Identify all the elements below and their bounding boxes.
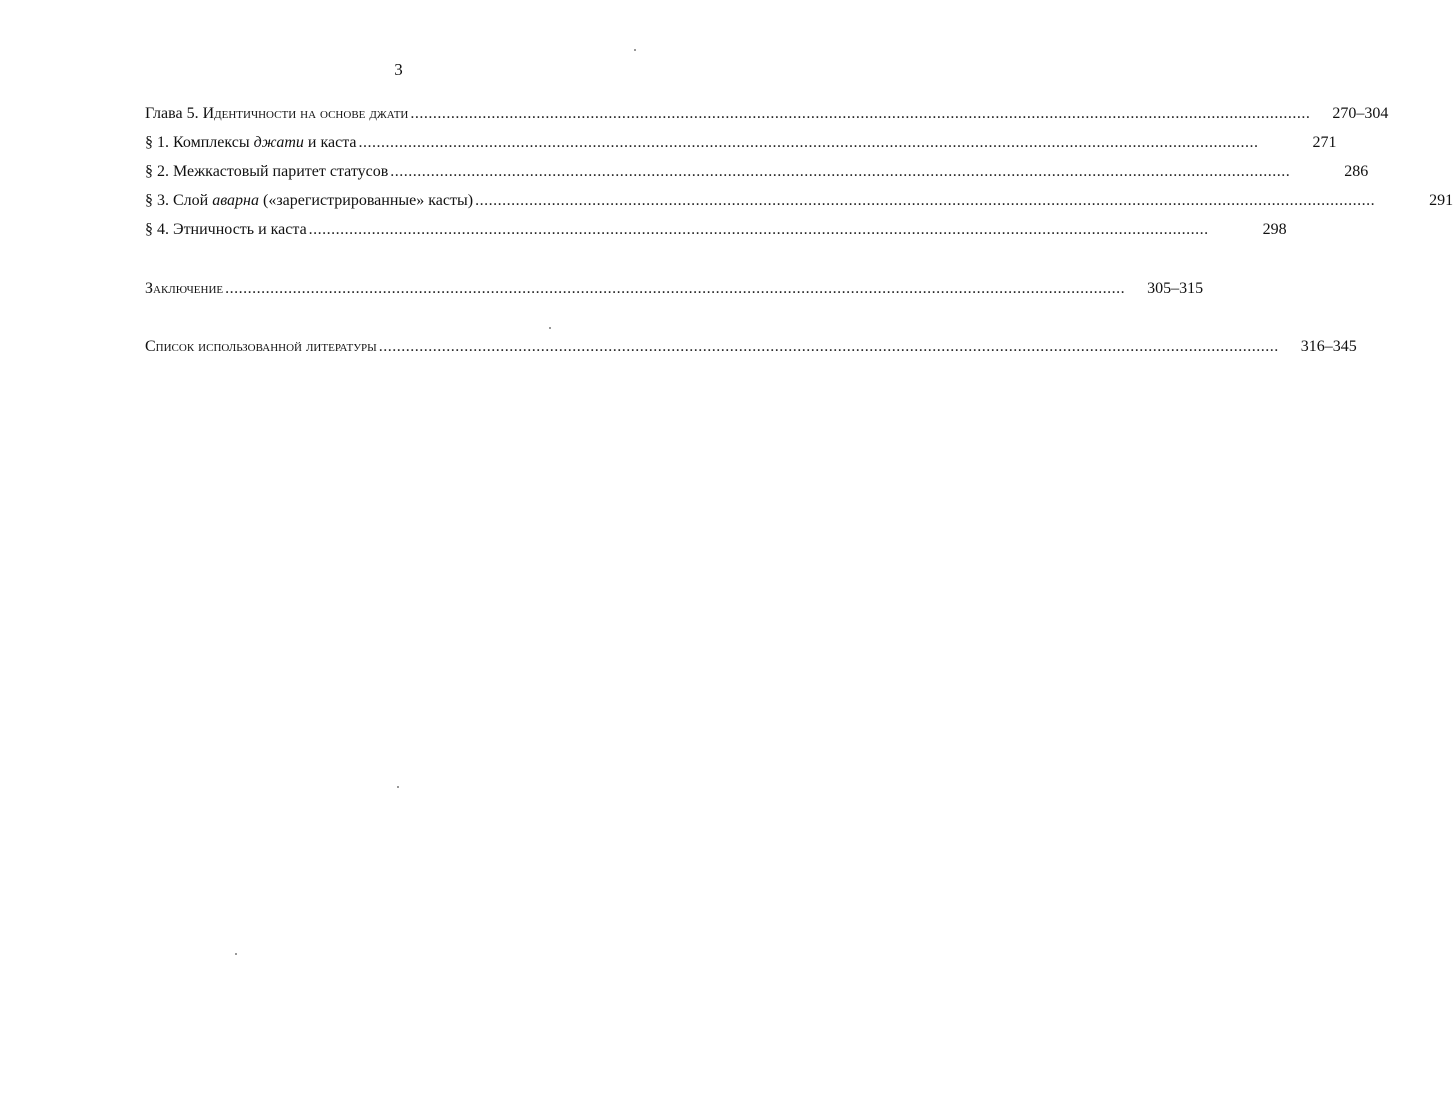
dot-leader: ........................................................................................................................................................................................................: [475, 192, 1376, 209]
toc-entry-pages: 305–315: [1147, 280, 1204, 297]
toc-entry-section-4[interactable]: [145, 221, 1287, 245]
scan-speck: [397, 786, 399, 788]
dot-leader: ........................................................................................................................................................................................................: [225, 280, 1126, 297]
toc-entry-pages: 316–345: [1300, 338, 1357, 355]
scan-speck: [235, 953, 237, 955]
toc-entry-chapter-5[interactable]: [145, 105, 1389, 129]
section-label-rest: и каста: [303, 134, 357, 151]
toc-entry-title: [145, 192, 473, 210]
scan-speck: [549, 327, 551, 329]
toc-entry-pages: 291: [1429, 192, 1453, 209]
dot-leader: ........................................................................................................................................................................................................: [308, 221, 1209, 238]
dot-leader: ........................................................................................................................................................................................................: [358, 134, 1259, 151]
dot-leader: ........................................................................................................................................................................................................: [378, 338, 1279, 355]
chapter-label: Глава 5.: [145, 105, 203, 122]
toc-entry-pages: 270–304: [1332, 105, 1389, 122]
section-label-rest: («зарегистрированные» касты): [259, 192, 474, 209]
section-label: § 3. Слой: [145, 192, 213, 209]
toc-entry-title: [145, 134, 357, 152]
scan-speck: [634, 49, 636, 51]
toc-entry-pages: 271: [1312, 134, 1337, 151]
dot-leader: ........................................................................................................................................................................................................: [390, 163, 1291, 180]
toc-entry-bibliography[interactable]: [145, 338, 1357, 362]
toc-entry-pages: 286: [1344, 163, 1369, 180]
chapter-title: Идентичности на основе джати: [202, 105, 409, 122]
toc-entry-conclusion[interactable]: [145, 280, 1204, 304]
page-number: 3: [394, 60, 403, 79]
dot-leader: ........................................................................................................................................................................................................: [410, 105, 1311, 122]
toc-entry-title: § 4. Этничность и каста: [145, 221, 307, 238]
section-term: аварна: [212, 192, 259, 209]
toc-entry-title: [145, 105, 408, 123]
toc-entry-title: § 2. Межкастовый паритет статусов: [145, 163, 389, 180]
toc-entry-pages: 298: [1262, 221, 1287, 238]
toc-entry-section-2[interactable]: [145, 163, 1369, 187]
toc-entry-section-1[interactable]: [145, 134, 1337, 158]
section-label: § 1. Комплексы: [145, 134, 254, 151]
section-term: джати: [253, 134, 304, 151]
toc-entry-title: Заключение: [145, 280, 224, 297]
toc-entry-title: Список использованной литературы: [145, 338, 377, 355]
toc-entry-section-3[interactable]: [145, 192, 1453, 216]
